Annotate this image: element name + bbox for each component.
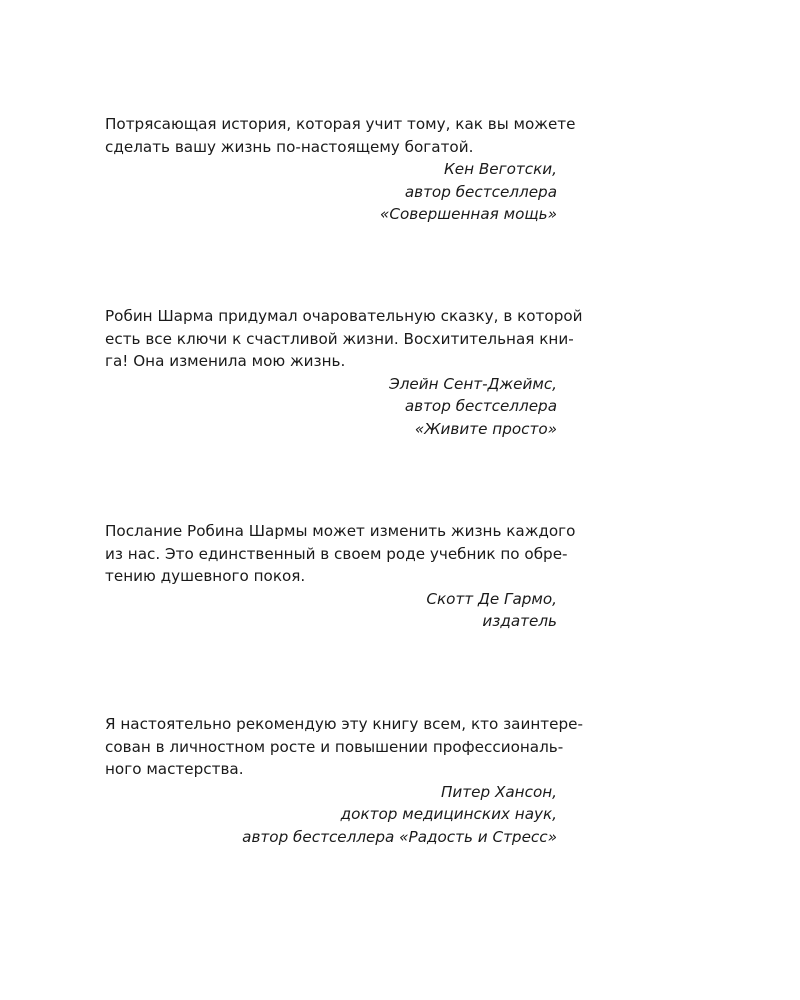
attribution-line: Питер Хансон, — [441, 782, 557, 801]
quote-line: сделать вашу жизнь по-настоящему богатой. — [105, 137, 474, 156]
attribution-line: «Совершенная мощь» — [380, 205, 557, 223]
attribution-line: автор бестселлера — [404, 397, 557, 415]
testimonial-quote — [105, 713, 583, 781]
quote-line: ного мастерства. — [105, 760, 244, 778]
attribution-line: доктор медицинских наук, — [340, 805, 557, 823]
attribution-line: Элейн Сент-Джеймс, — [389, 374, 557, 393]
testimonial-3 — [105, 520, 576, 633]
quote-line: Робин Шарма придумал очаровательную сказку, в которой — [105, 307, 583, 325]
quote-line: Послание Робина Шармы может изменить жизнь каждого — [105, 522, 576, 540]
testimonial-attribution — [105, 158, 557, 226]
attribution-line: автор бестселлера — [404, 182, 557, 201]
quote-line: тению душевного покоя. — [105, 567, 306, 585]
quote-line: га! Она изменила мою жизнь. — [105, 352, 346, 370]
testimonial-1 — [105, 113, 576, 226]
quote-line: сован в личностном росте и повышении профессиональ- — [105, 737, 564, 756]
attribution-line: «Живите просто» — [414, 419, 557, 438]
testimonial-attribution — [105, 373, 557, 441]
attribution-line: Кен Веготски, — [444, 160, 557, 178]
testimonial-attribution — [105, 781, 557, 849]
testimonial-quote — [105, 305, 583, 373]
testimonial-attribution — [105, 588, 557, 633]
quote-line: Я настоятельно рекомендую эту книгу всем, кто заинтере- — [105, 715, 583, 733]
quote-line: из нас. Это единственный в своем роде учебник по обре- — [105, 544, 568, 563]
attribution-line: Скотт Де Гармо, — [426, 589, 557, 608]
attribution-line: автор бестселлера «Радость и Стресс» — [242, 827, 557, 846]
testimonial-4 — [105, 713, 583, 848]
quote-line: Потрясающая история, которая учит тому, как вы можете — [105, 115, 576, 133]
testimonial-quote — [105, 113, 576, 158]
attribution-line: издатель — [482, 612, 557, 630]
testimonial-2 — [105, 305, 583, 440]
testimonial-quote — [105, 520, 576, 588]
quote-line: есть все ключи к счастливой жизни. Восхитительная кни- — [105, 329, 574, 348]
